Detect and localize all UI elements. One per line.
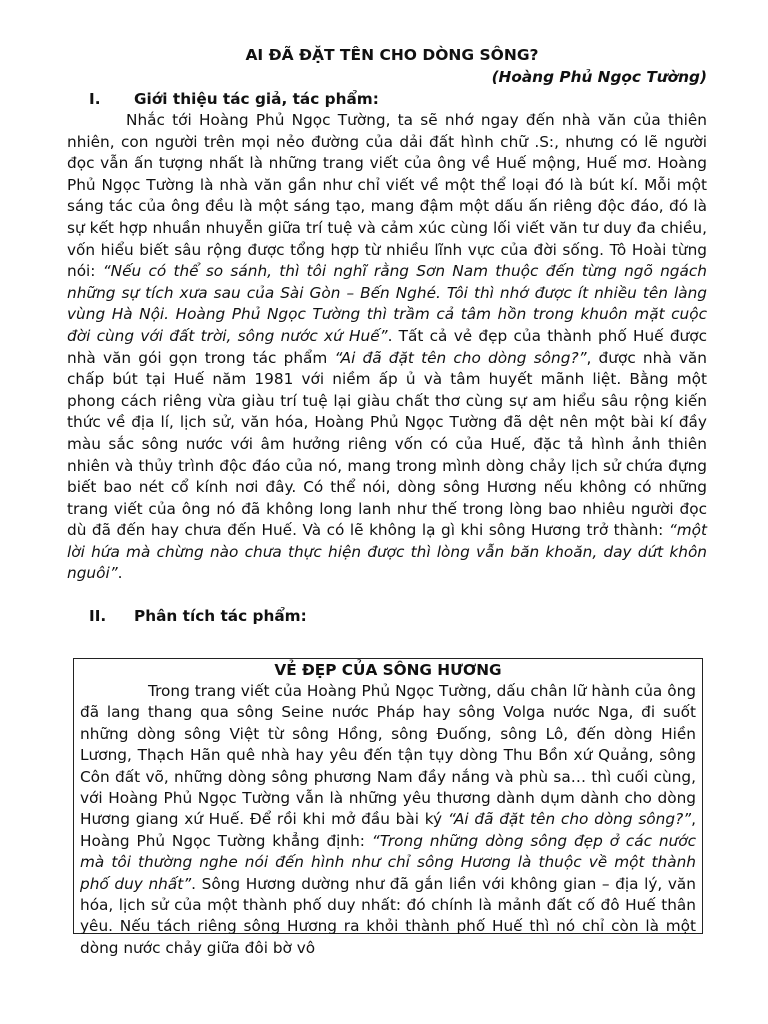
- box-paragraph: [80, 681, 696, 959]
- beauty-of-huong-river-box: [73, 658, 703, 957]
- section-number: II.: [89, 607, 107, 626]
- quote-author-claim: “Trong những dòng sông đẹp ở các nước mà tôi thường nghe nói đến hình như chỉ sông Hương là thuộc về một thành phố duy nhất”: [80, 831, 696, 893]
- document-page: [67, 44, 707, 627]
- section-heading-intro: [67, 88, 707, 110]
- quote-promise: “một lời hứa mà chừng nào chưa thực hiện được thì lòng vẫn băn khoăn, day dứt khôn nguôi”: [67, 521, 707, 583]
- box-title: VẺ ĐẸP CỦA SÔNG HƯƠNG: [274, 661, 502, 679]
- paragraph-text: Nhắc tới Hoàng Phủ Ngọc Tường, ta sẽ nhớ ngay đến nhà văn của thiên nhiên, con người trên mọi nẻo đường của dải đất hình chữ .S:, nhưng có lẽ người đọc vẫn ấn tượng nhất là những trang viết của ông về Huế mộng, Huế mơ. Hoàng Phủ Ngọc Tường là nhà văn gần như chỉ viết về một thể loại đó là bút kí. Mỗi một sáng tác của ông đều là một sáng tạo, mang đậm một dấu ấn riêng độc đáo, đó là sự kết hợp nhuần nhuyễn giữa trí tuệ và cảm xúc cùng lối viết văn tư duy đa chiều, vốn hiểu biết sâu rộng được tổng hợp từ nhiều lĩnh vực của đời sống. Tô Hoài từng nói:: [67, 111, 707, 281]
- paragraph-text: , Hoàng Phủ Ngọc Tường khẳng định:: [80, 810, 696, 850]
- spacer: [67, 585, 707, 605]
- quote-to-hoai: “Nếu có thể so sánh, thì tôi nghĩ rằng Sơn Nam thuộc đến từng ngõ ngách những sự tích xưa sau của Sài Gòn – Bến Nghé. Tôi thì nhớ được ít nhiều tên làng vùng Hà Nội. Hoàng Phủ Ngọc Tường thì trầm cả tâm hồn trong khuôn mặt cuộc đời cùng với đất trời, sông nước xứ Huế”: [67, 262, 707, 345]
- paragraph-text: , được nhà văn chấp bút tại Huế năm 1981 với niềm ấp ủ và tâm huyết mãnh liệt. Bằng một phong cách riêng vừa giàu trí tuệ lại giàu chất thơ cùng sự am hiểu sâu rộng kiến thức về địa lí, lịch sử, văn hóa, Hoàng Phủ Ngọc Tường đã dệt nên một bài kí đầy màu sắc sông nước với âm hưởng riêng vốn có của Huế, đặc tả hình ảnh thiên nhiên và thủy trình độc đáo của nó, mang trong mình dòng chảy lịch sử chứa đựng biết bao nét cổ kính nơi đây. Có thể nói, dòng sông Hương nếu không có những trang viết của ông nó đã không long lanh như thế trong lòng bao nhiêu người đọc dù đã đến hay chưa đến Huế. Và có lẽ không lạ gì khi sông Hương trở thành:: [67, 348, 708, 540]
- quote-work-title: “Ai đã đặt tên cho dòng sông?”: [447, 810, 692, 829]
- paragraph-text: Trong trang viết của Hoàng Phủ Ngọc Tường, dấu chân lữ hành của ông đã lang thang qua sông Seine nước Pháp hay sông Volga nước Nga, đi suốt những dòng sông Việt từ sông Hồng, sông Đuống, sông Lô, đến dòng Hiền Lương, Thạch Hãn quê nhà hay yêu đến tận tụy dòng Thu Bồn xứ Quảng, sông Côn đất võ, những dòng sông phương Nam đầy nắng và phù sa… thì cuối cùng, với Hoàng Phủ Ngọc Tường vẫn là những yêu thương dành dụm dành cho dòng Hương giang xứ Huế. Để rồi khi mở đầu bài ký: [80, 682, 696, 829]
- quote-work-title: “Ai đã đặt tên cho dòng sông?”: [334, 348, 587, 367]
- section-title: Giới thiệu tác giả, tác phẩm:: [134, 90, 379, 108]
- section-title: Phân tích tác phẩm:: [134, 607, 307, 626]
- section-heading-analysis: [67, 605, 707, 627]
- document-title: AI ĐÃ ĐẶT TÊN CHO DÒNG SÔNG?: [245, 46, 539, 64]
- section-number: I.: [89, 90, 101, 108]
- paragraph-text: .: [117, 564, 123, 583]
- paragraph-text: . Sông Hương dường như đã gắn liền với không gian – địa lý, văn hóa, lịch sử của một thành phố duy nhất: đó chính là mảnh đất cố đô Huế thân yêu. Nếu tách riêng sông Hương ra khỏi thành phố Huế thì nó chỉ còn là một dòng nước chảy giữa đôi bờ vô: [80, 874, 696, 957]
- document-author: (Hoàng Phủ Ngọc Tường): [491, 68, 707, 86]
- intro-paragraph: [67, 110, 707, 585]
- paragraph-text: . Tất cả vẻ đẹp của thành phố Huế được nhà văn gói gọn trong tác phẩm: [67, 326, 708, 367]
